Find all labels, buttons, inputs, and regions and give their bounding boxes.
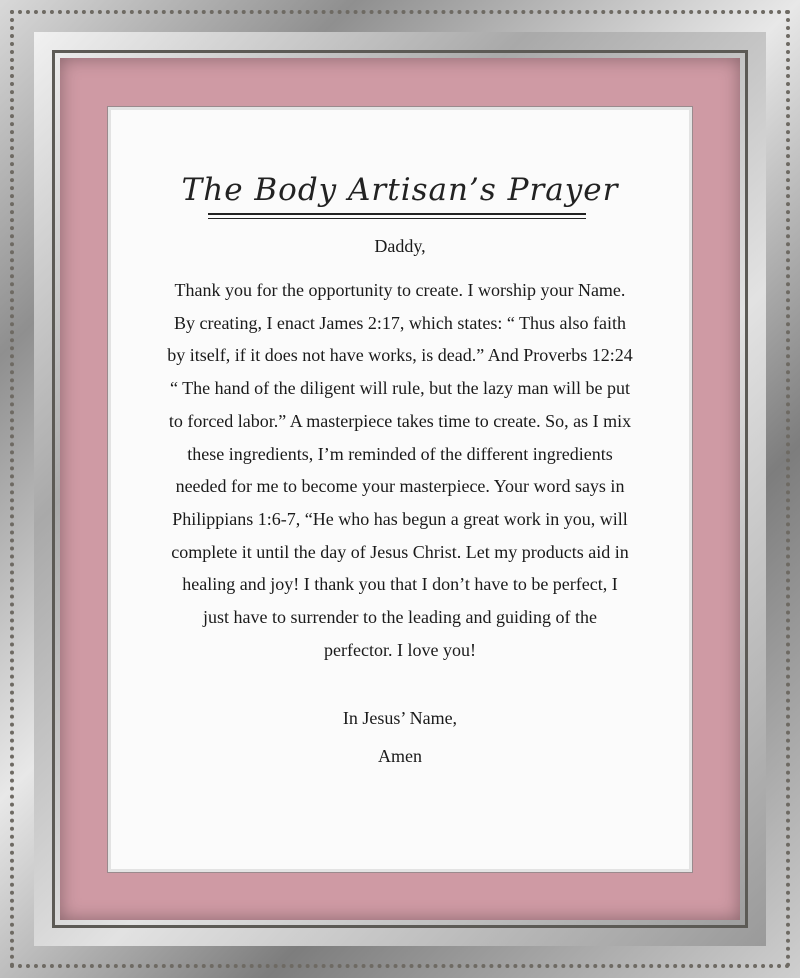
prayer-body: Thank you for the opportunity to create. I worship your Name. By creating, I enact James 2:17, which states: “ Thus also faith by itself, if it does not have works, is dead.” And Proverbs 12:24 “ The hand of the diligent will rule, but the lazy man will be put to forced labor.” A masterpiece takes time to create. So, as I mix these ingredients, I’m reminded of the different ingredients needed for me to become your masterpiece. Your word says in Philippians 1:6-7, “He who has begun a great work in you, will complete it until the day of Jesus Christ. Let my products aid in healing and joy! I thank you that I don’t have to be perfect, I just have to surrender to the leading and guiding of the perfector. I love you! [167, 280, 633, 660]
signoff: Amen [378, 746, 422, 766]
salutation: Daddy, [374, 236, 426, 256]
title-underline [208, 213, 586, 215]
document-title: The Body Artisan’s Prayer [181, 172, 619, 208]
closing-line: In Jesus’ Name, [342, 708, 458, 728]
title-underline-secondary [208, 218, 586, 219]
prayer-document [108, 107, 692, 872]
